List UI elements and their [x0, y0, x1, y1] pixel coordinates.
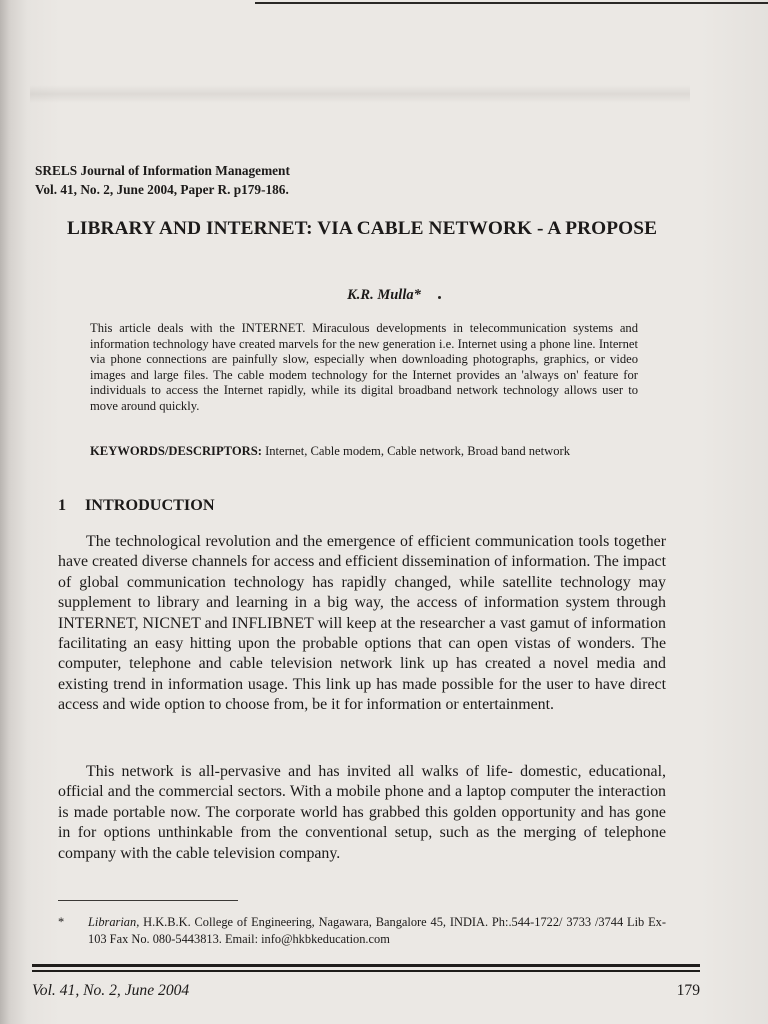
article-title: LIBRARY AND INTERNET: VIA CABLE NETWORK - A PROPOSE [66, 218, 658, 239]
footer-issue: Vol. 41, No. 2, June 2004 [32, 982, 190, 999]
article-author: K.R. Mulla* [347, 287, 421, 303]
footnote-marker: * [58, 915, 65, 929]
abstract: This article deals with the INTERNET. Miraculous developments in telecommunication systems and information technology have created marvels for the new generation i.e. Internet using a phone line. Internet via phone connections are painfully slow, especially when downloading photographs, graphics, or video images and large files. The cable modem technology for the Internet provides an 'always on' feature for individuals to access the Internet rapidly, while its digital broadband network technology allows user to move around quickly. [90, 321, 638, 413]
keywords-text: Internet, Cable modem, Cable network, Broad band network [261, 444, 571, 458]
section-heading [58, 496, 215, 515]
footnote-text [88, 914, 666, 948]
journal-citation: Vol. 41, No. 2, June 2004, Paper R. p179-186. [35, 182, 289, 197]
section-number: 1 [58, 496, 67, 514]
top-rule [255, 2, 768, 4]
footer-rule-thick [32, 964, 700, 967]
footnote-affiliation: H.K.B.K. College of Engineering, Nagawara, Bangalore 45, INDIA. Ph:.544-1722/ 3733 /3744 Lib Ex-103 Fax No. 080-5443813. Email: info@hkbkeducation.com [88, 915, 666, 946]
speck [438, 296, 441, 299]
journal-header [35, 161, 435, 199]
footnote-rule [58, 900, 238, 901]
journal-name: SRELS Journal of Information Management [35, 163, 290, 178]
footnote-role: Librarian, [88, 915, 140, 929]
body-paragraph: This network is all-pervasive and has invited all walks of life- domestic, educational, official and the commercial sectors. With a mobile phone and a laptop computer the interaction is made portable now. The corporate world has grabbed this golden opportunity and has gone in for options unthinkable from the conventional setup, such as the merging of telephone company with the cable television company. [58, 763, 666, 862]
page-number: 179 [676, 982, 700, 999]
section-title: INTRODUCTION [85, 496, 215, 514]
footnote [58, 914, 666, 948]
keywords-label: KEYWORDS/DESCRIPTORS: [90, 444, 262, 458]
body-paragraph: The technological revolution and the emergence of efficient communication tools together have created diverse channels for access and efficient dissemination of information. The impact of global communication technology has rapidly changed, while satellite technology may supplement to library and learning in a big way, the access of information system through INTERNET, NICNET and INFLIBNET will keep at the researcher a vast gamut of information facilitating an easy hitting upon the probable options that can open vistas of wonders. The computer, telephone and cable television network link up has created a novel media and existing trend in information usage. This link up has made possible for the user to have direct access and wide option to choose from, be it for information or entertainment. [58, 533, 666, 714]
footer-rule-thin [32, 970, 700, 972]
scan-smudge [30, 85, 690, 103]
keywords [90, 442, 638, 460]
